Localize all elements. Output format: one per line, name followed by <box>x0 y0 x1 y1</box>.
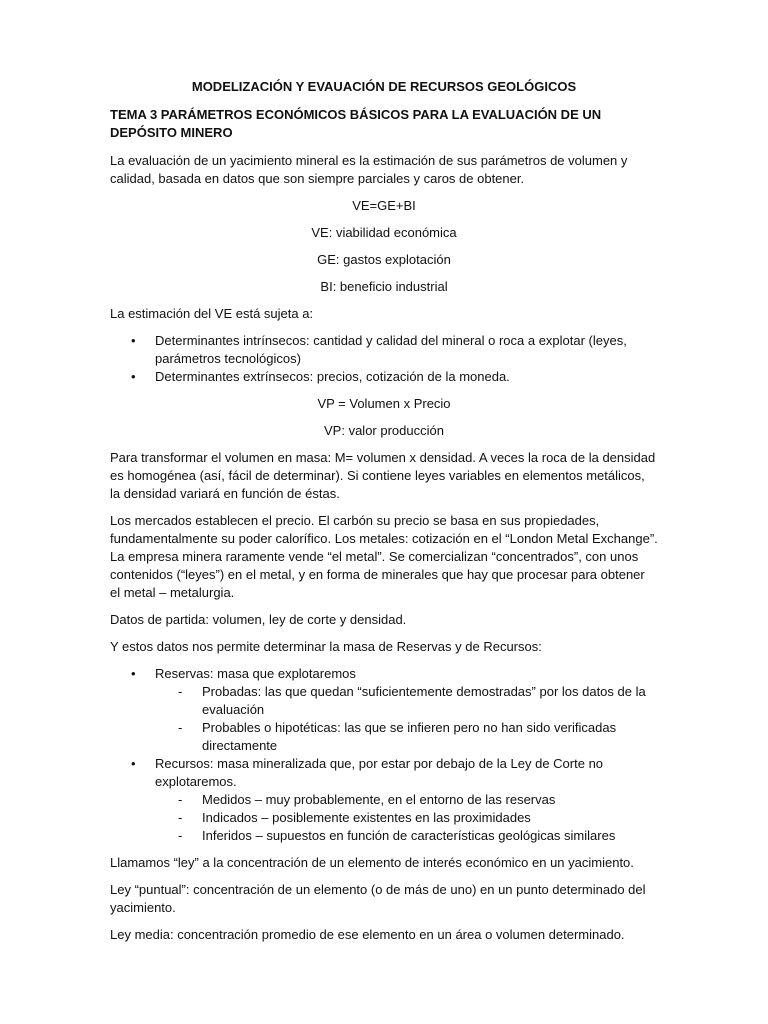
definition-bi: BI: beneficio industrial <box>320 279 448 294</box>
list-item-text: Determinantes extrínsecos: precios, cotización de la moneda. <box>155 369 510 384</box>
dash-icon: - <box>178 792 183 807</box>
list-item-text: Determinantes intrínsecos: cantidad y calidad del mineral o roca a explotar (leyes, parámetros tecnológicos) <box>155 333 627 366</box>
formula-ve: VE=GE+BI <box>352 198 416 213</box>
masa-paragraph: Para transformar el volumen en masa: M= volumen x densidad. A veces la roca de la densidad es homogénea (así, fácil de determinar). Si contiene leyes variables en elementos metálicos, la densidad variará en función de éstas. <box>110 450 656 501</box>
dash-icon: - <box>178 828 183 843</box>
datos-partida-paragraph: Datos de partida: volumen, ley de corte y densidad. <box>110 612 407 627</box>
definition-ge: GE: gastos explotación <box>317 252 451 267</box>
sublist-item <box>155 809 658 827</box>
sublist-item <box>155 683 658 719</box>
list-item <box>110 332 658 368</box>
ley-puntual-paragraph: Ley “puntual”: concentración de un elemento (o de más de uno) en un punto determinado del yacimiento. <box>110 882 646 915</box>
estimacion-paragraph: La estimación del VE está sujeta a: <box>110 306 314 321</box>
determinantes-list <box>110 332 658 386</box>
sublist-item-text: Probadas: las que quedan “suficientemente demostradas” por los datos de la evaluación <box>202 684 646 717</box>
list-item-text: Reservas: masa que explotaremos <box>155 666 356 681</box>
bullet-icon: • <box>131 666 136 681</box>
ley-definition-paragraph: Llamamos “ley” a la concentración de un elemento de interés económico en un yacimiento. <box>110 855 634 870</box>
document-subtitle: TEMA 3 PARÁMETROS ECONÓMICOS BÁSICOS PARA LA EVALUACIÓN DE UN DEPÓSITO MINERO <box>110 107 602 140</box>
datos-permite-paragraph: Y estos datos nos permite determinar la masa de Reservas y de Recursos: <box>110 639 542 654</box>
bullet-icon: • <box>131 756 136 771</box>
sublist-item-text: Inferidos – supuestos en función de características geológicas similares <box>202 828 616 843</box>
bullet-icon: • <box>131 369 136 384</box>
sublist-item-text: Indicados – posiblemente existentes en las proximidades <box>202 810 531 825</box>
sublist-item <box>155 791 658 809</box>
list-item <box>110 368 658 386</box>
definition-vp: VP: valor producción <box>324 423 444 438</box>
sublist-item-text: Medidos – muy probablemente, en el entorno de las reservas <box>202 792 556 807</box>
bullet-icon: • <box>131 333 136 348</box>
formula-vp: VP = Volumen x Precio <box>317 396 451 411</box>
sublist-item <box>155 827 658 845</box>
dash-icon: - <box>178 684 183 699</box>
list-item-text: Recursos: masa mineralizada que, por estar por debajo de la Ley de Corte no explotaremos. <box>155 756 604 789</box>
dash-icon: - <box>178 810 183 825</box>
list-item-reservas <box>110 665 658 755</box>
reservas-sublist <box>155 683 658 755</box>
document-title: MODELIZACIÓN Y EVAUACIÓN DE RECURSOS GEOLÓGICOS <box>191 79 577 94</box>
mercados-paragraph: Los mercados establecen el precio. El carbón su precio se basa en sus propiedades, fundamentalmente su poder calorífico. Los metales: cotización en el “London Metal Exchange”. La empresa minera raramente vende “el metal”. Se comercializan “concentrados”, con unos contenidos (“leyes”) en el metal, y en forma de minerales que hay que procesar para obtener el metal – metalurgia. <box>110 513 658 600</box>
dash-icon: - <box>178 720 183 735</box>
document-page <box>110 78 658 953</box>
definition-ve: VE: viabilidad económica <box>311 225 457 240</box>
intro-paragraph: La evaluación de un yacimiento mineral es la estimación de sus parámetros de volumen y calidad, basada en datos que son siempre parciales y caros de obtener. <box>110 153 628 186</box>
reservas-recursos-list <box>110 665 658 845</box>
sublist-item-text: Probables o hipotéticas: las que se infieren pero no han sido verificadas directamente <box>202 720 617 753</box>
list-item-recursos <box>110 755 658 845</box>
sublist-item <box>155 719 658 755</box>
recursos-sublist <box>155 791 658 845</box>
ley-media-paragraph: Ley media: concentración promedio de ese elemento en un área o volumen determinado. <box>110 927 625 942</box>
